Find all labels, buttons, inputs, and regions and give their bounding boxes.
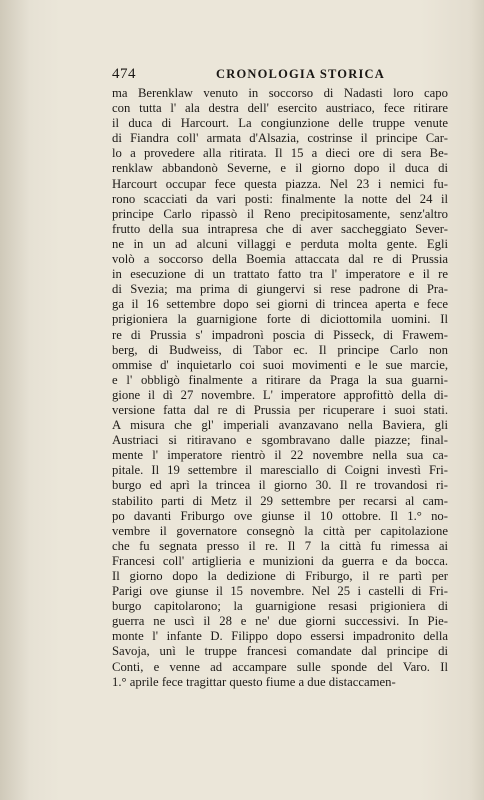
- text-line: renklaw abbandonò Severne, e il giorno dopo il duca di: [112, 161, 448, 176]
- text-line: monte l' infante D. Filippo dopo essersi impadronito della: [112, 629, 448, 644]
- text-line: 1.° aprile fece tragittar questo fiume a due distaccamen-: [112, 674, 396, 689]
- text-line: il duca di Harcourt. La congiunzione delle truppe venute: [112, 116, 448, 131]
- text-line: volò a soccorso della Boemia attaccata dal re di Prussia: [112, 252, 448, 267]
- text-line: versione fatta dal re di Prussia per ricuperare i suoi stati.: [112, 402, 448, 417]
- text-line: ommise d' inquietarlo coi suoi movimenti e le sue marcie,: [112, 357, 448, 372]
- text-line: mente l' imperatore rientrò il 22 novembre nella sua ca-: [112, 448, 448, 463]
- text-line: burgo capitolarono; la guarnigione resasi prigioniera di: [112, 599, 448, 614]
- text-line: vembre il governatore consegnò la città per capitolazione: [112, 523, 448, 538]
- page-header: [112, 66, 448, 84]
- running-head: CRONOLOGIA STORICA: [216, 67, 385, 81]
- text-line: ne in un ad alcuni villaggi e perduta molta gente. Egli: [112, 236, 448, 251]
- text-line: di Svezia; ma prima di giungervi si rese padrone di Pra-: [112, 282, 448, 297]
- text-line: Harcourt occupar fece questa piazza. Nel 23 i nemici fu-: [112, 176, 448, 191]
- text-line: A misura che gl' imperiali avanzavano nella Baviera, gli: [112, 418, 448, 433]
- text-line: burgo ed aprì la trincea il giorno 30. Il re trovandosi ri-: [112, 478, 448, 493]
- text-line: Il giorno dopo la dedizione di Friburgo, il re partì per: [112, 569, 448, 583]
- text-line: prigioniera la guarnigione forte di diciottomila uomini. Il: [112, 312, 448, 327]
- text-line: frutto della sua intrapresa che di aver saccheggiato Sever-: [112, 221, 448, 236]
- text-line: ga il 16 settembre dopo sei giorni di trincea aperta e fece: [112, 297, 448, 312]
- text-line: principe Carlo ripassò il Reno precipitosamente, senz'altro: [112, 206, 448, 221]
- text-line: che fu segnata presso il re. Il 7 la città fu rimessa ai: [112, 538, 448, 553]
- body-text: [112, 86, 448, 690]
- text-line: Parigi ove giunse il 15 novembre. Nel 25 i castelli di Fri-: [112, 584, 448, 599]
- text-line: pitale. Il 19 settembre il maresciallo di Coigni investì Fri-: [112, 463, 448, 478]
- text-line: Francesi coll' artiglieria e munizioni da guerra e da bocca.: [112, 553, 448, 568]
- text-line: re di Prussia s' impadronì poscia di Pisseck, di Frawem-: [112, 327, 448, 342]
- text-line: in esecuzione di un trattato fatto tra l' imperatore e il re: [112, 267, 448, 282]
- text-line: lo a provedere alla ritirata. Il 15 a dieci ore di sera Be-: [112, 146, 448, 161]
- text-line: po davanti Friburgo ove giunse il 10 ottobre. Il 1.° no-: [112, 508, 448, 523]
- text-line: di Fiandra coll' armata d'Alsazia, costrinse il principe Car-: [112, 131, 448, 146]
- text-line: guerra ne uscì il 28 e ne' due giorni successivi. In Pie-: [112, 614, 448, 629]
- text-line: berg, di Budweiss, di Tabor ec. Il principe Carlo non: [112, 342, 448, 357]
- text-line: gione il dì 27 novembre. L' imperatore approfittò della di-: [112, 387, 448, 402]
- page-number: 474: [112, 66, 136, 82]
- text-line: Savoja, unì le truppe francesi comandate dal principe di: [112, 644, 448, 659]
- text-line: Austriaci si ritiravano e sgombravano dalle piazze; final-: [112, 433, 448, 448]
- text-line: rono scacciati da vari posti: finalmente la notte del 24 il: [112, 191, 448, 206]
- text-line: stabilito parti di Metz il 29 settembre per recarsi al cam-: [112, 493, 448, 508]
- text-line: con tutta l' ala destra dell' esercito austriaco, fece ritirare: [112, 101, 448, 116]
- text-line: e l' obbligò finalmente a ritirare da Praga la sua guarni-: [112, 372, 448, 387]
- text-line: Conti, e venne ad accampare sulle sponde del Varo. Il: [112, 659, 448, 674]
- text-line: ma Berenklaw venuto in soccorso di Nadasti loro capo: [112, 86, 448, 100]
